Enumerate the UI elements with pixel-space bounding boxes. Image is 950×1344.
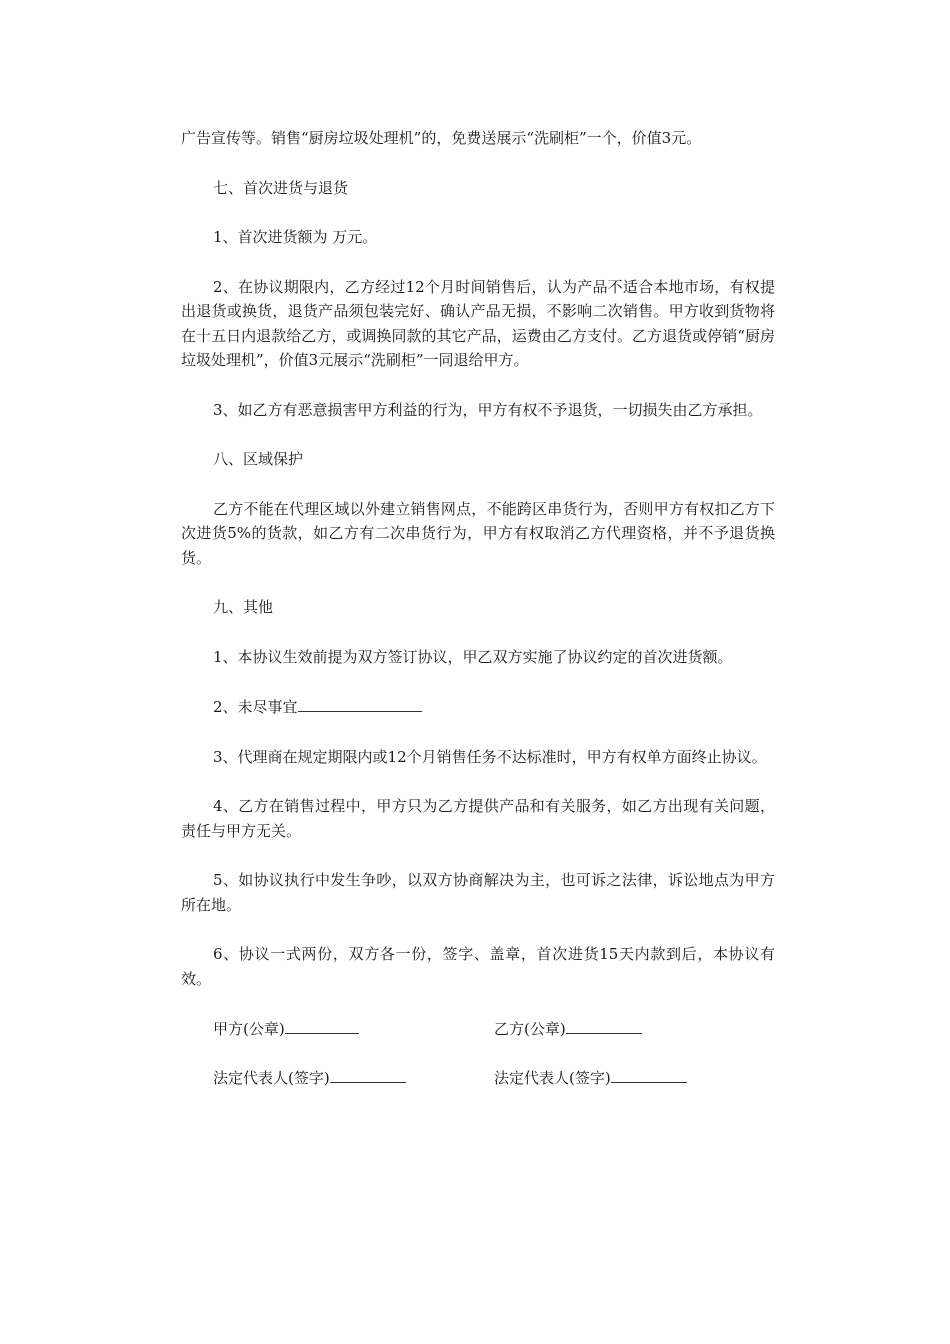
party-a-rep-label: 法定代表人(签字): [213, 1068, 330, 1087]
clause-9-3: 3、代理商在规定期限内或12个月销售任务不达标准时，甲方有权单方面终止协议。: [213, 747, 767, 766]
signature-row-representative: [181, 1065, 775, 1091]
document-page: [181, 126, 775, 1113]
clause-9-2: [181, 694, 775, 720]
party-a-rep-blank: [330, 1065, 406, 1083]
party-a-representative: [213, 1065, 494, 1091]
clause-8-1: 乙方不能在代理区域以外建立销售网点，不能跨区串货行为，否则甲方有权扣乙方下次进货5%的货款，如乙方有二次串货行为，甲方有权取消乙方代理资格，并不予退货换货。: [181, 499, 775, 567]
party-a-seal-blank: [285, 1016, 359, 1034]
party-b-rep-blank: [611, 1065, 687, 1083]
section-heading-9: 九、其他: [213, 598, 274, 616]
section-heading-8: 八、区域保护: [213, 450, 304, 468]
clause-9-2-text: 2、未尽事宜: [213, 698, 298, 716]
clause-7-2: 2、在协议期限内，乙方经过12个月时间销售后，认为产品不适合本地市场，有权提出退货或换货，退货产品须包装完好、确认产品无损，不影响二次销售。甲方收到货物将在十五日内退款给乙方，或调换同款的其它产品，运费由乙方支付。乙方退货或停销“厨房垃圾处理机”，价值3元展示“洗刷柜”一同退给甲方。: [181, 277, 775, 369]
paragraph-advertising: 广告宣传等。销售“厨房垃圾处理机”的，免费送展示“洗刷柜”一个，价值3元。: [181, 129, 702, 147]
clause-9-6: 6、协议一式两份，双方各一份，签字、盖章，首次进货15天内款到后，本协议有效。: [181, 945, 775, 988]
fill-in-blank: [298, 694, 422, 712]
section-heading-7: 七、首次进货与退货: [213, 178, 349, 197]
party-b-seal-blank: [566, 1016, 642, 1034]
party-b-seal: [494, 1016, 775, 1042]
party-b-seal-label: 乙方(公章): [494, 1020, 566, 1038]
party-b-rep-label: 法定代表人(签字): [494, 1068, 611, 1087]
party-a-seal: [213, 1016, 494, 1042]
clause-9-5: 5、如协议执行中发生争吵，以双方协商解决为主，也可诉之法律，诉讼地点为甲方所在地。: [181, 871, 775, 914]
party-a-seal-label: 甲方(公章): [213, 1020, 285, 1038]
clause-9-1: 1、本协议生效前提为双方签订协议，甲乙双方实施了协议约定的首次进货额。: [213, 647, 733, 666]
clause-7-1: 1、首次进货额为 万元。: [213, 228, 378, 246]
clause-7-3: 3、如乙方有恶意损害甲方利益的行为，甲方有权不予退货，一切损失由乙方承担。: [213, 400, 763, 419]
party-b-representative: [494, 1065, 775, 1091]
signature-row-seal: [181, 1016, 775, 1042]
clause-9-4: 4、乙方在销售过程中，甲方只为乙方提供产品和有关服务，如乙方出现有关问题，责任与甲方无关。: [181, 797, 775, 840]
